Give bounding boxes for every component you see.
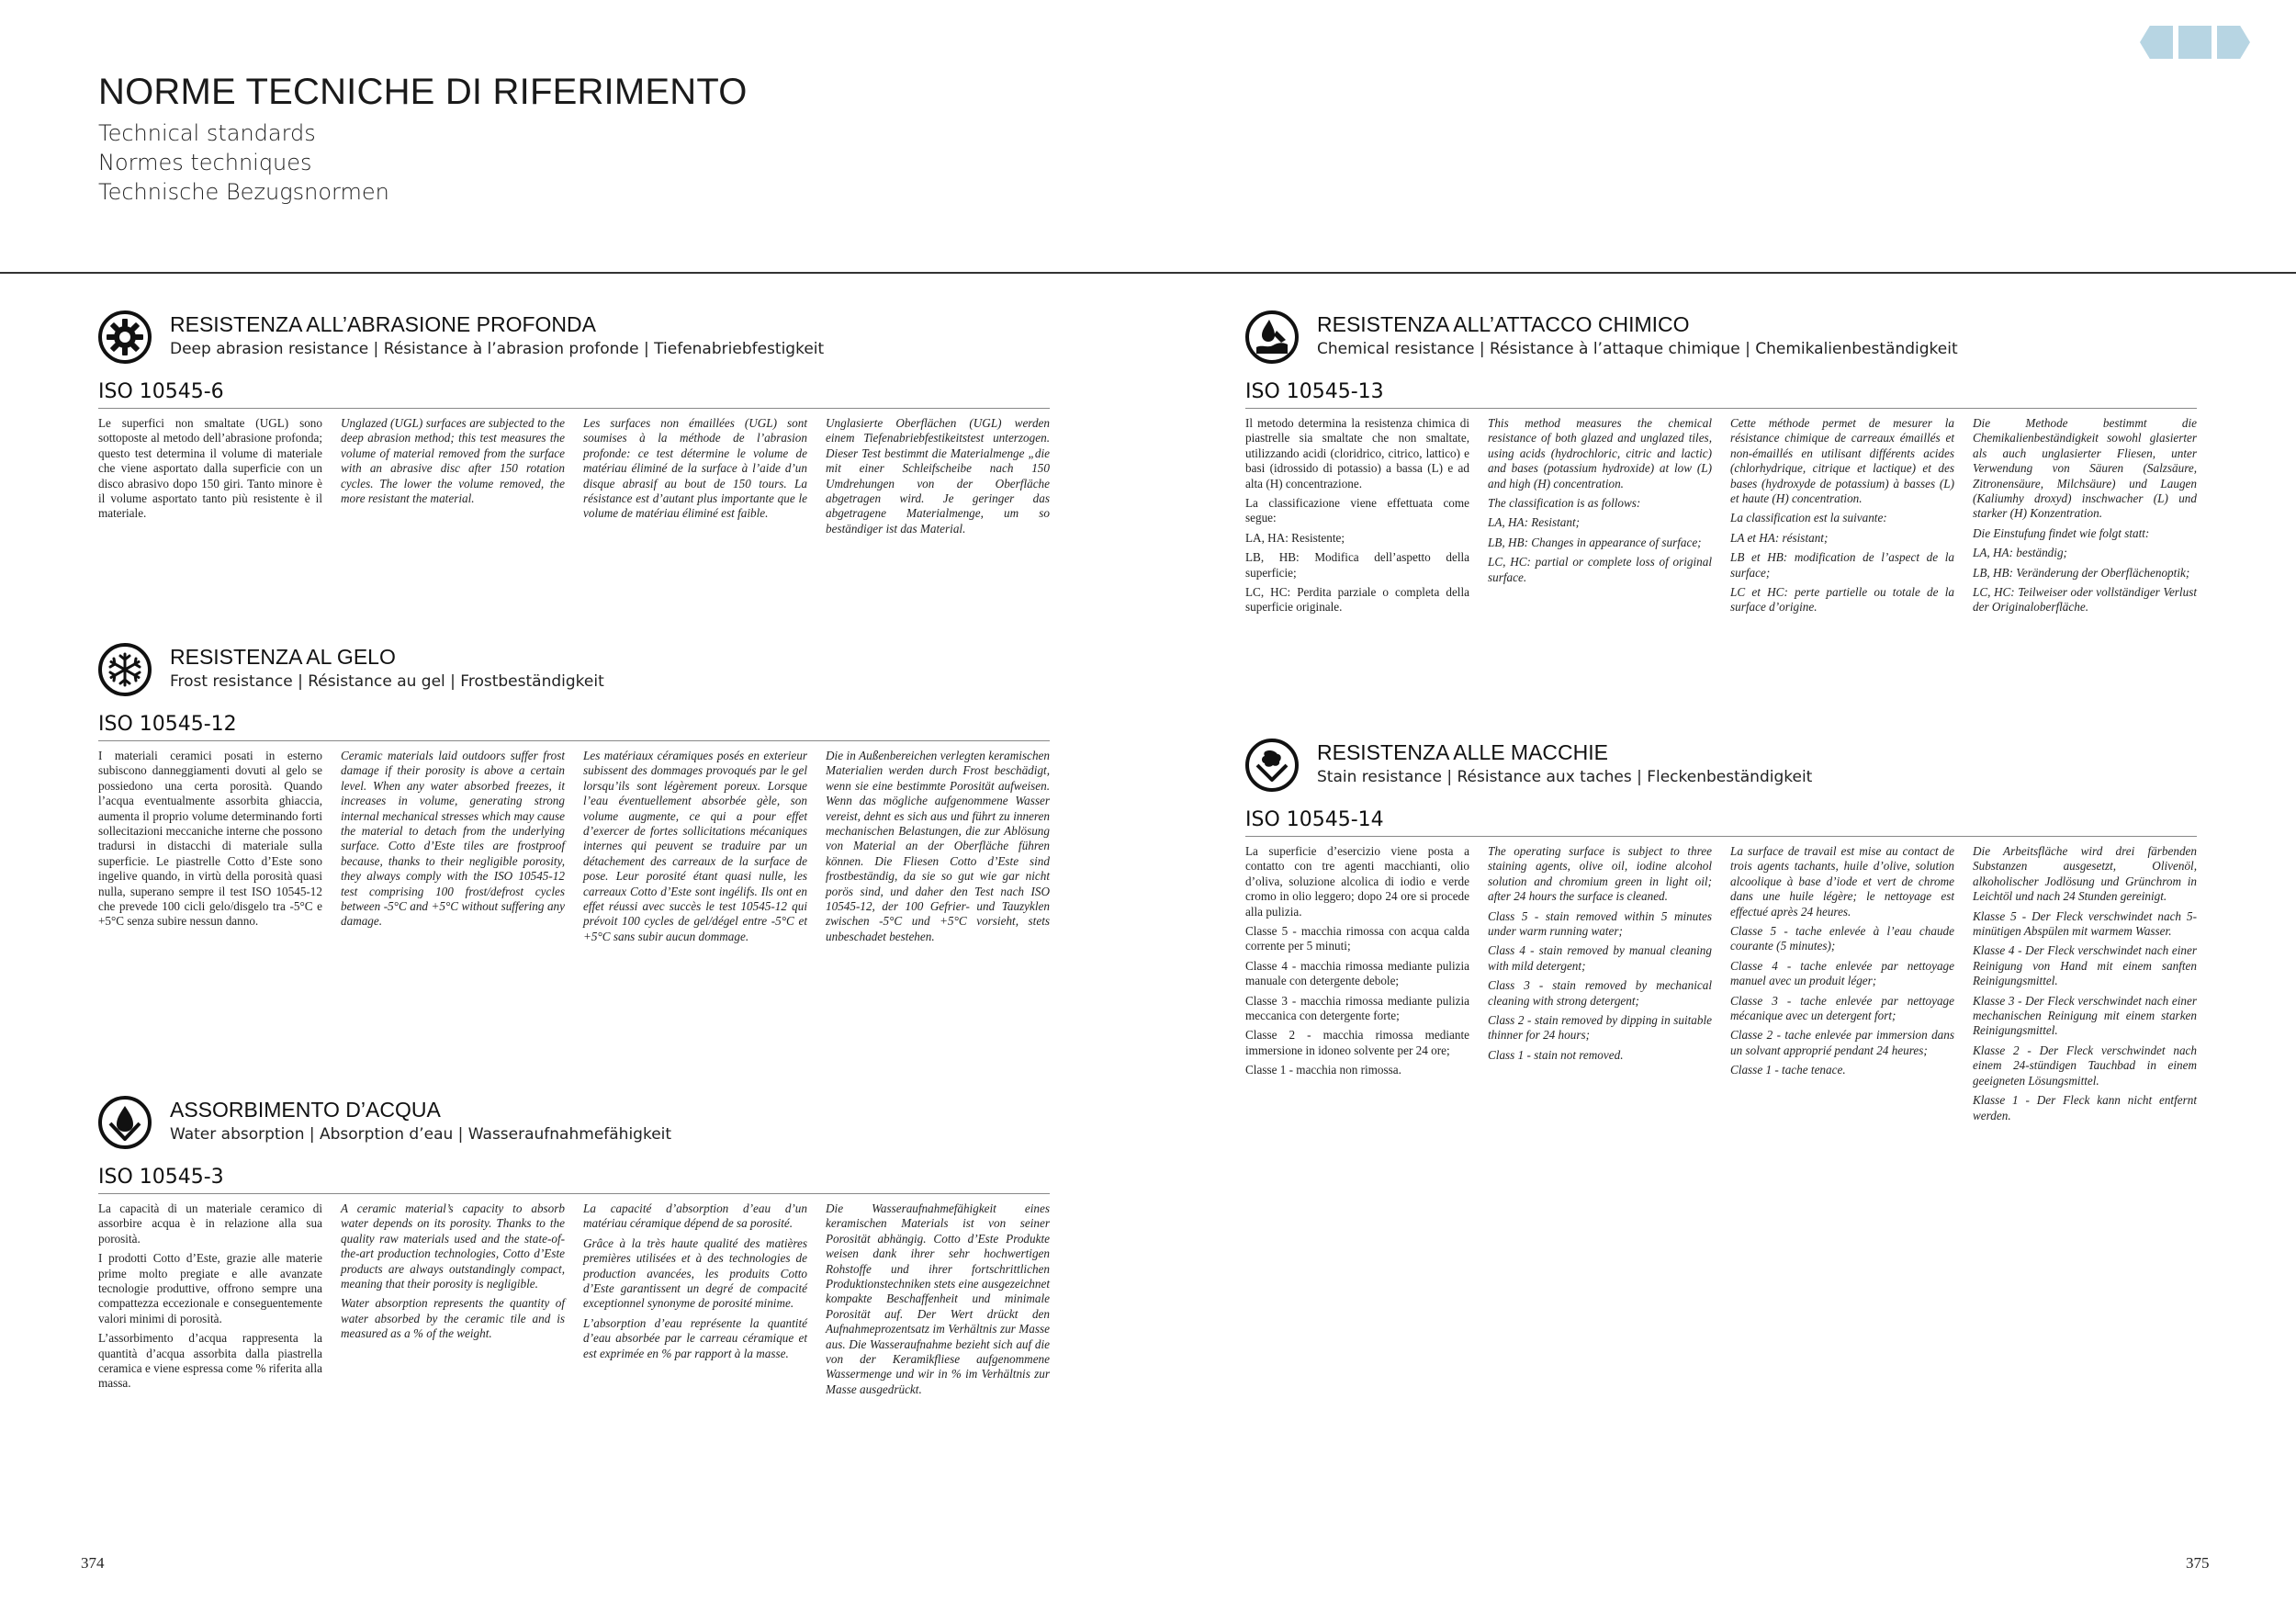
text-column-de: Unglasierte Oberflächen (UGL) werden einem Tiefenabriebfestikeitstest unterzogen. Dieser Test bestimmt die Materialmenge „die mit einer Schleifscheibe nach 150 Umdrehungen von der Oberfläche abgetragen wird. Je geringer das abgetragene Materialmenge, um so beständiger ist das Material. — [826, 416, 1050, 536]
snowflake-icon — [98, 643, 152, 696]
text-column-it: La capacità di un materiale ceramico di assorbire acqua è in relazione alla sua porosità. I prodotti Cotto d’Este, grazie alle materie prime molto pregiate e alle avanzate tecnologie produttive, offrono sempre una compattezza eccezionale e conseguentemente valori minimi di porosità. L’assorbimento d’acqua rappresenta la quantità d’acqua assorbita dalla piastrella ceramica e viene espressa come % riferita alla massa. — [98, 1201, 322, 1391]
iso-code: ISO 10545-12 — [98, 713, 1050, 741]
home-icon[interactable] — [2178, 26, 2212, 59]
text-column-it: La superficie d’esercizio viene posta a contatto con tre agenti macchianti, olio d’oliva, soluzione alcolica di iodio e verde cromo in olio leggero; dopo 24 ore si procede alla pulizia. Classe 5 - macchia rimossa con acqua calda corrente per 5 minuti; Classe 4 - macchia rimossa mediante pulizia manuale con detergente debole; Classe 3 - macchia rimossa mediante pulizia meccanica con detergente forte; Classe 2 - macchia rimossa mediante immersione in idoneo solvente per 24 ore; Classe 1 - macchia non rimossa. — [1245, 844, 1469, 1077]
text-column-it: Le superfici non smaltate (UGL) sono sottoposte al metodo dell’abrasione profonda; questo test determina il volume di materiale che viene asportato dalla superficie con un disco abrasivo dopo 150 giri. Tanto minore è il volume asportato tanto più resistente è il materiale. — [98, 416, 322, 521]
water-drop-icon — [98, 1096, 152, 1149]
iso-code: ISO 10545-6 — [98, 380, 1050, 409]
stain-icon — [1245, 739, 1299, 792]
chemical-drop-icon — [1245, 310, 1299, 364]
text-column-it: Il metodo determina la resistenza chimica di piastrelle sia smaltate che non smaltate, utilizzando acidi (cloridrico, citrico, lattico) e basi (idrossido di potassio) a bassa (L) e ad alta (H) concentrazione. La classificazione viene effettuata come segue: LA, HA: Resistente; LB, HB: Modifica dell’aspetto della superficie; LC, HC: Perdita parziale o completa della superficie originale. — [1245, 416, 1469, 615]
text-column-en: Unglazed (UGL) surfaces are subjected to the deep abrasion method; this test measures the volume of material removed from the surface with an abrasive disc after 150 rotation cycles. The lower the volume removed, the more resistant the material. — [341, 416, 565, 506]
section-title: RESISTENZA ALL’ABRASIONE PROFONDA — [170, 312, 596, 336]
header-divider — [0, 272, 2296, 274]
next-page-icon[interactable] — [2217, 26, 2250, 59]
section-subtitle: Stain resistance | Résistance aux taches | Fleckenbeständigkeit — [1317, 768, 1813, 786]
text-column-fr: La capacité d’absorption d’eau d’un matériau céramique dépend de sa porosité. Grâce à la très haute qualité des matières premières utilisées et à des technologies de production avancées, les produits Cotto d’Este garantissent un degré de compacité exceptionnel synonyme de porosité minime. L’absorption d’eau représente la quantité d’eau absorbée par le carreau céramique et est exprimée en % par rapport à la masse. — [583, 1201, 807, 1360]
section-title: RESISTENZA ALL’ATTACCO CHIMICO — [1317, 312, 1690, 336]
section-water-absorption — [98, 1096, 1050, 1402]
section-subtitle: Deep abrasion resistance | Résistance à l’abrasion profonde | Tiefenabriebfestigkeit — [170, 340, 825, 358]
section-subtitle: Frost resistance | Résistance au gel | Frostbeständigkeit — [170, 672, 604, 691]
iso-code: ISO 10545-14 — [1245, 808, 2197, 837]
page-number-left: 374 — [81, 1554, 105, 1572]
section-subtitle: Chemical resistance | Résistance à l’attaque chimique | Chemikalienbeständigkeit — [1317, 340, 1958, 358]
gear-icon — [98, 310, 152, 364]
iso-code: ISO 10545-13 — [1245, 380, 2197, 409]
subtitle-de: Technische Bezugsnormen — [98, 179, 389, 205]
iso-code: ISO 10545-3 — [98, 1166, 1050, 1194]
prev-page-icon[interactable] — [2140, 26, 2173, 59]
page-title: NORME TECNICHE DI RIFERIMENTO — [98, 72, 748, 112]
text-column-de: Die Wasseraufnahmefähigkeit eines keramischen Materials ist von seiner Porosität abhängig. Cotto d’Este Produkte weisen dank ihrer sehr hochwertigen Rohstoffe und ihrer fortschrittlichen Produktionstechniken stets eine ausgezeichnet kompakte Beschaffenheit und minimale Porosität auf. Der Wert drückt den Aufnahmeprozentsatz im Verhältnis zur Masse aus. Die Wasseraufnahme bezieht sich auf die von der Keramikfliese aufgenommene Wassermenge und wir in % im Verhältnis zur Masse ausgedrückt. — [826, 1201, 1050, 1396]
text-column-fr: Les matériaux céramiques posés en exterieur subissent des dommages provoqués par le gel lorsqu’ils sont légèrement poreux. Lorsque l’eau éventuellement absorbée gèle, son volume augmente, ce qui a pour effet d’exercer de fortes sollicitations mécaniques internes qui peuvent se traduire par un détachement des carreaux de la surface de pose. Leur porosité étant quasi nulle, les carreaux Cotto d’Este sont ingélifs. Ils ont en effet réussi avec succès le test 10545-12 qui prévoit 100 cycles de gel/dégel entre -5°C et +5°C sans subir aucun dommage. — [583, 749, 807, 943]
text-column-de: Die Arbeitsfläche wird drei färbenden Substanzen ausgesetzt, Olivenöl, alkoholischer Jodlösung und Grünchrom in Leichtöl und nach 24 Stunden gereinigt. Klasse 5 - Der Fleck verschwindet nach 5-minütigen Abspülen mit warmem Wasser. Klasse 4 - Der Fleck verschwindet nach einer Reinigung von Hand mit einem sanften Reinigungsmittel. Klasse 3 - Der Fleck verschwindet nach einer mechanischen Reinigung mit einem starken Reinigungsmittel. Klasse 2 - Der Fleck verschwindet nach einem 24-stündigen Tauchbad in einem geeigneten Lösungsmittel. Klasse 1 - Der Fleck kann nicht entfernt werden. — [1973, 844, 2197, 1122]
section-title: ASSORBIMENTO D’ACQUA — [170, 1098, 441, 1122]
text-column-de: Die Methode bestimmt die Chemikalienbeständigkeit sowohl glasierter als auch unglasierter Fliesen, unter Verwendung von Säuren (Salzsäure, Zitronensäure, Milchsäure) und Laugen (Kaliumhy droxyd) inschwacher (L) und starker (H) Konzentration. Die Einstufung findet wie folgt statt: LA, HA: beständig; LB, HB: Veränderung der Oberflächenoptik; LC, HC: Teilweiser oder vollständiger Verlust der Originaloberfläche. — [1973, 416, 2197, 615]
page-number-right: 375 — [2186, 1554, 2210, 1572]
section-abrasion — [98, 310, 1050, 541]
section-frost — [98, 643, 1050, 949]
subtitle-en: Technical standards — [98, 120, 316, 146]
text-column-en: Ceramic materials laid outdoors suffer frost damage if their porosity is above a certain level. When any water absorbed freezes, it increases in volume, generating strong internal mechanical stresses which may cause the material to detach from the underlying surface. Cotto d’Este tiles are frostproof because, thanks to their negligible porosity, they always comply with the ISO 10545-12 test comprising 100 frost/defrost cycles between -5°C and +5°C without suffering any damage. — [341, 749, 565, 929]
page-navigation — [2140, 26, 2250, 59]
section-title: RESISTENZA ALLE MACCHIE — [1317, 740, 1608, 764]
section-stain-resistance — [1245, 739, 2197, 1128]
subtitle-fr: Normes techniques — [98, 150, 312, 175]
text-column-de: Die in Außenbereichen verlegten keramischen Materialien werden durch Frost beschädigt, wenn sie eine bestimmte Porosität aufweisen. Wenn das mögliche aufgenommene Wasser vereist, dehnt es sich aus und führt zu inneren mechanischen Belastungen, die zur Ablösung von Material an der Oberfläche führen können. Die Fliesen Cotto d’Este sind frostbeständig, da sie so gut wie gar nicht porös sind, und daher den Test nach ISO 10545-12, der 100 Gefrier- und Tauzyklen zwischen -5°C und +5°C vorsieht, stets unbeschadet bestehen. — [826, 749, 1050, 943]
text-column-fr: Les surfaces non émaillées (UGL) sont soumises à la méthode de l’abrasion profonde: ce test détermine le volume de matériau éliminé de la surface à l’aide d’un disque abrasif au bout de 150 tours. La résistance est d’autant plus importante que le volume de matériau éliminé est faible. — [583, 416, 807, 521]
text-column-en: This method measures the chemical resistance of both glazed and unglazed tiles, using acids (hydrochloric, citric and lactic) and bases (potassium hydroxide) at low (L) and high (H) concentration. The classification is as follows: LA, HA: Resistant; LB, HB: Changes in appearance of surface; LC, HC: partial or complete loss of original surface. — [1488, 416, 1712, 584]
section-title: RESISTENZA AL GELO — [170, 645, 396, 669]
text-column-en: The operating surface is subject to three staining agents, olive oil, iodine alcohol solution and chromium green in light oil; after 24 hours the surface is cleaned. Class 5 - stain removed within 5 minutes under warm running water; Class 4 - stain removed by manual cleaning with mild detergent; Class 3 - stain removed by mechanical cleaning with strong detergent; Class 2 - stain removed by dipping in suitable thinner for 24 hours; Class 1 - stain not removed. — [1488, 844, 1712, 1062]
text-column-fr: Cette méthode permet de mesurer la résistance chimique de carreaux émaillés et non-émaillés en utilisant différents acides (chlorhydrique, citrique et lactique) et des bases (hydroxyde de potassium) à basses (L) et haute (H) concentration. La classification est la suivante: LA et HA: résistant; LB et HB: modification de l’aspect de la surface; LC et HC: perte partielle ou totale de la surface d’origine. — [1730, 416, 1954, 615]
text-column-it: I materiali ceramici posati in esterno subiscono danneggiamenti dovuti al gelo se possiedono una certa porosità. Quando l’acqua eventualmente assorbita ghiaccia, aumenta il proprio volume determinando forti sollecitazioni meccaniche interne che possono tradursi in distacchi di materiale sulla superficie. Le piastrelle Cotto d’Este sono ingelive quando, in virtù della porosità quasi nulla, superano sempre il test ISO 10545-12 che prevede 100 cicli gelo/disgelo tra -5°C e +5°C senza subire nessun danno. — [98, 749, 322, 929]
text-column-en: A ceramic material’s capacity to absorb water depends on its porosity. Thanks to the quality raw materials used and the state-of-the-art production technologies, Cotto d’Este products are always outstandingly compact, meaning that their porosity is negligible. Water absorption represents the quantity of water absorbed by the ceramic tile and is measured as a % of the weight. — [341, 1201, 565, 1341]
section-subtitle: Water absorption | Absorption d’eau | Wasseraufnahmefähigkeit — [170, 1125, 672, 1144]
section-chemical-resistance — [1245, 310, 2197, 620]
text-column-fr: La surface de travail est mise au contact de trois agents tachants, huile d’olive, solution alcoolique à base d’iode et vert de chrome dans une huile légère; le nettoyage est effectué après 24 heures. Classe 5 - tache enlevée à l’eau chaude courante (5 minutes); Classe 4 - tache enlevée par nettoyage manuel avec un produit léger; Classe 3 - tache enlevée par nettoyage mécanique avec un detergent fort; Classe 2 - tache enlevée par immersion dans un solvant approprié pendant 24 heures; Classe 1 - tache tenace. — [1730, 844, 1954, 1077]
